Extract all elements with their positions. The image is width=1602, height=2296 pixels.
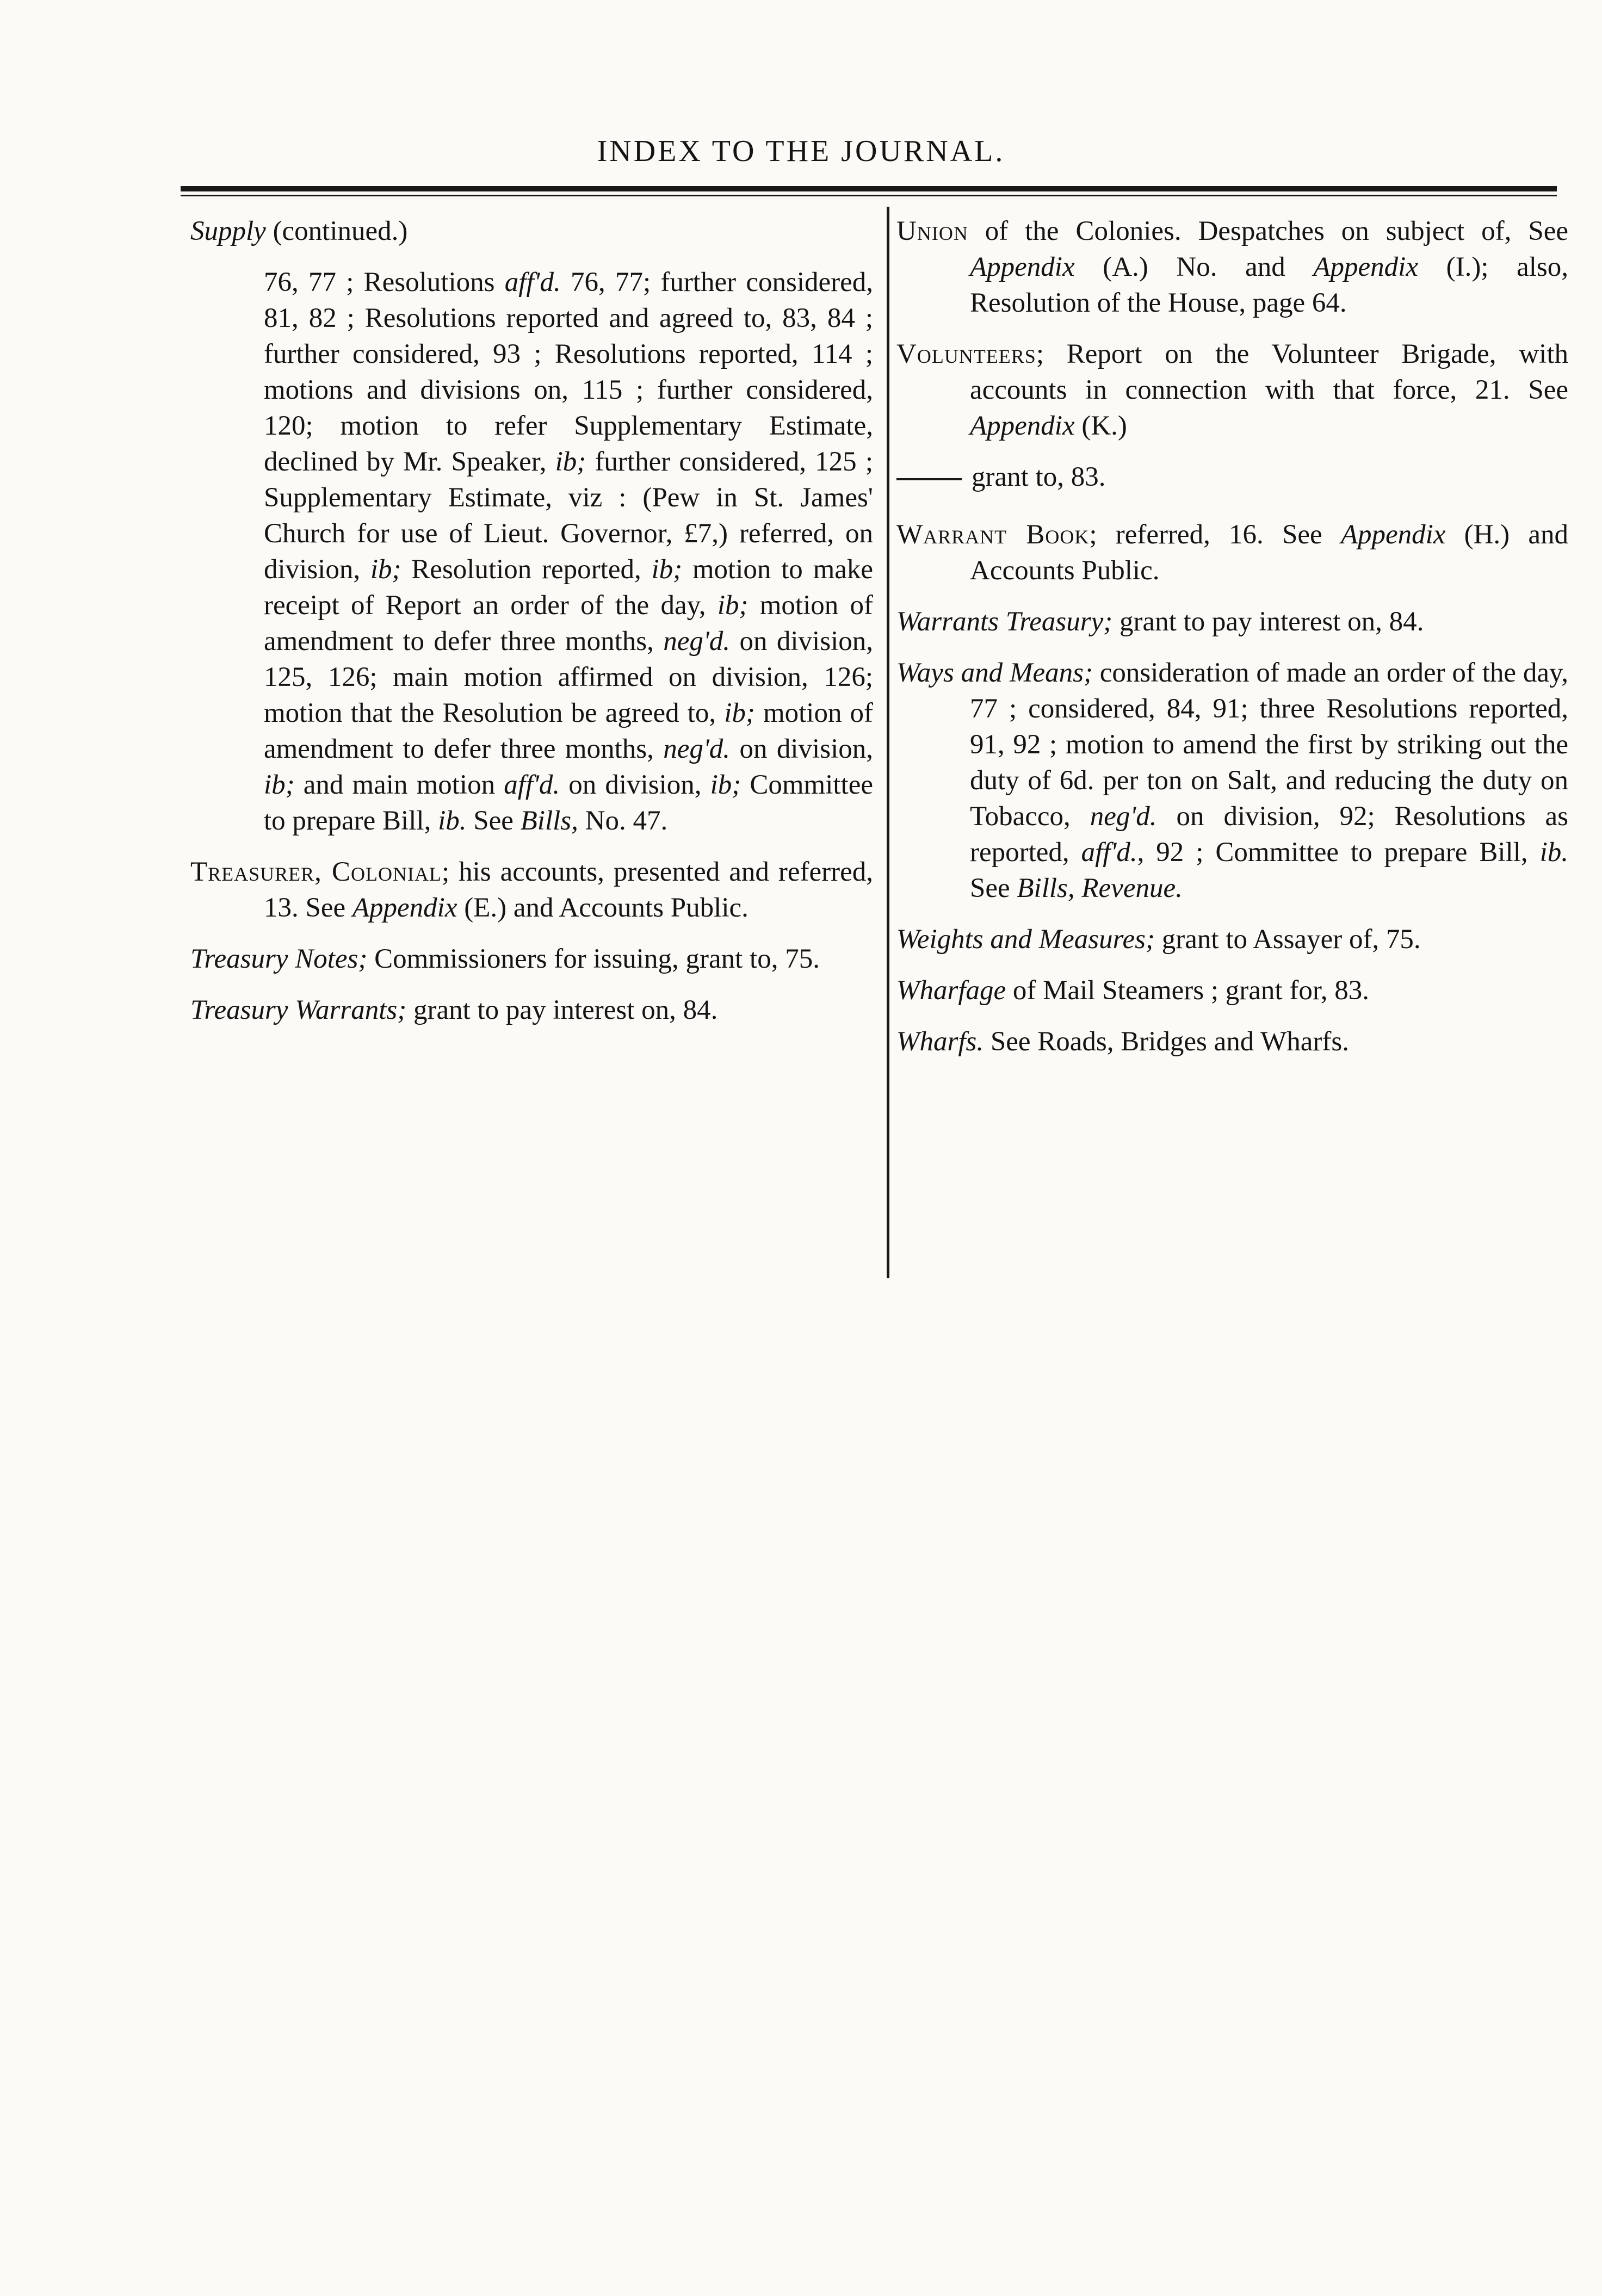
entry-heading-weights: Weights and Measures; xyxy=(896,924,1155,955)
header-rule-thick xyxy=(181,186,1557,191)
index-entry-treasury-warrants: Treasury Warrants; grant to pay interest on, 84. xyxy=(190,995,718,1025)
index-entry-supply: Supply (continued.) xyxy=(190,216,408,246)
index-entry-treasury-notes: Treasury Notes; Commissioners for issuing, grant to, 75. xyxy=(190,944,820,974)
entry-heading-wharfage: Wharfage xyxy=(896,975,1006,1006)
column-divider xyxy=(887,207,889,1278)
index-entry-volunteers-grant: grant to, 83. xyxy=(896,459,1568,495)
index-entry-union: Union of the Colonies. Despatches on subject of, See Appendix (A.) No. and Appendix (I.); also, Resolution of the House, page 64. xyxy=(896,216,1569,318)
header-rule-thin xyxy=(181,195,1557,196)
index-entry-volunteers: Volunteers; Report on the Volunteer Brigade, with accounts in connection with that force, 21. See Appendix (K.) xyxy=(896,339,1568,441)
entry-heading-union: Union xyxy=(896,216,968,246)
index-entry-ways-and-means: Ways and Means; consideration of made an order of the day, 77 ; considered, 84, 91; three Resolutions reported, 91, 92 ; motion to amend the first by striking out the duty of 6d. per ton on Salt, and reducing the duty on Tobacco, neg'd. on division, 92; Resolutions as reported, aff'd., 92 ; Committee to prepare Bill, ib. See Bills, Revenue. xyxy=(896,658,1568,903)
index-entry-warrant-book: Warrant Book; referred, 16. See Appendix (H.) and Accounts Public. xyxy=(896,519,1569,586)
page-header: INDEX TO THE JOURNAL. xyxy=(597,134,1005,168)
entry-heading-treasury-notes: Treasury Notes; xyxy=(190,944,368,974)
entry-heading-warrants-treasury: Warrants Treasury; xyxy=(896,607,1113,637)
entry-heading-treasurer: Treasurer, Colonial xyxy=(190,857,442,887)
index-entry-treasurer-colonial: Treasurer, Colonial; his accounts, presented and referred, 13. See Appendix (E.) and Accounts Public. xyxy=(190,857,874,923)
index-entry-weights-and-measures: Weights and Measures; grant to Assayer of, 75. xyxy=(896,924,1421,955)
entry-heading-warrant-book: Warrant Book xyxy=(896,519,1090,550)
ditto-dash xyxy=(896,478,962,480)
left-column xyxy=(190,213,873,1043)
index-entry-wharfs: Wharfs. See Roads, Bridges and Wharfs. xyxy=(896,1026,1349,1057)
index-entry-supply-body: 76, 77 ; Resolutions aff'd. 76, 77; further considered, 81, 82 ; Resolutions reported and agreed to, 83, 84 ; further considered, 93 ; Resolutions reported, 114 ; motions and divisions on, 115 ; further considered, 120; motion to refer Supplementary Estimate, declined by Mr. Speaker, ib; further considered, 125 ; Supplementary Estimate, viz : (Pew in St. James' Church for use of Lieut. Governor, £7,) referred, on division, ib; Resolution reported, ib; motion to make receipt of Report an order of the day, ib; motion of amendment to defer three months, neg'd. on division, 125, 126; main motion affirmed on division, 126; motion that the Resolution be agreed to, ib; motion of amendment to defer three months, neg'd. on division, ib; and main motion aff'd. on division, ib; Committee to prepare Bill, ib. See Bills, No. 47. xyxy=(264,267,874,836)
index-entry-wharfage: Wharfage of Mail Steamers ; grant for, 83. xyxy=(896,975,1370,1006)
index-entry-warrants-treasury: Warrants Treasury; grant to pay interest on, 84. xyxy=(896,607,1424,637)
entry-heading-ways-and-means: Ways and Means; xyxy=(896,658,1093,688)
entry-heading-wharfs: Wharfs. xyxy=(896,1026,984,1057)
entry-heading-volunteers: Volunteers xyxy=(896,339,1036,369)
entry-heading-supply: Supply xyxy=(190,216,266,246)
right-column xyxy=(896,213,1568,1075)
entry-heading-treasury-warrants: Treasury Warrants; xyxy=(190,995,407,1025)
